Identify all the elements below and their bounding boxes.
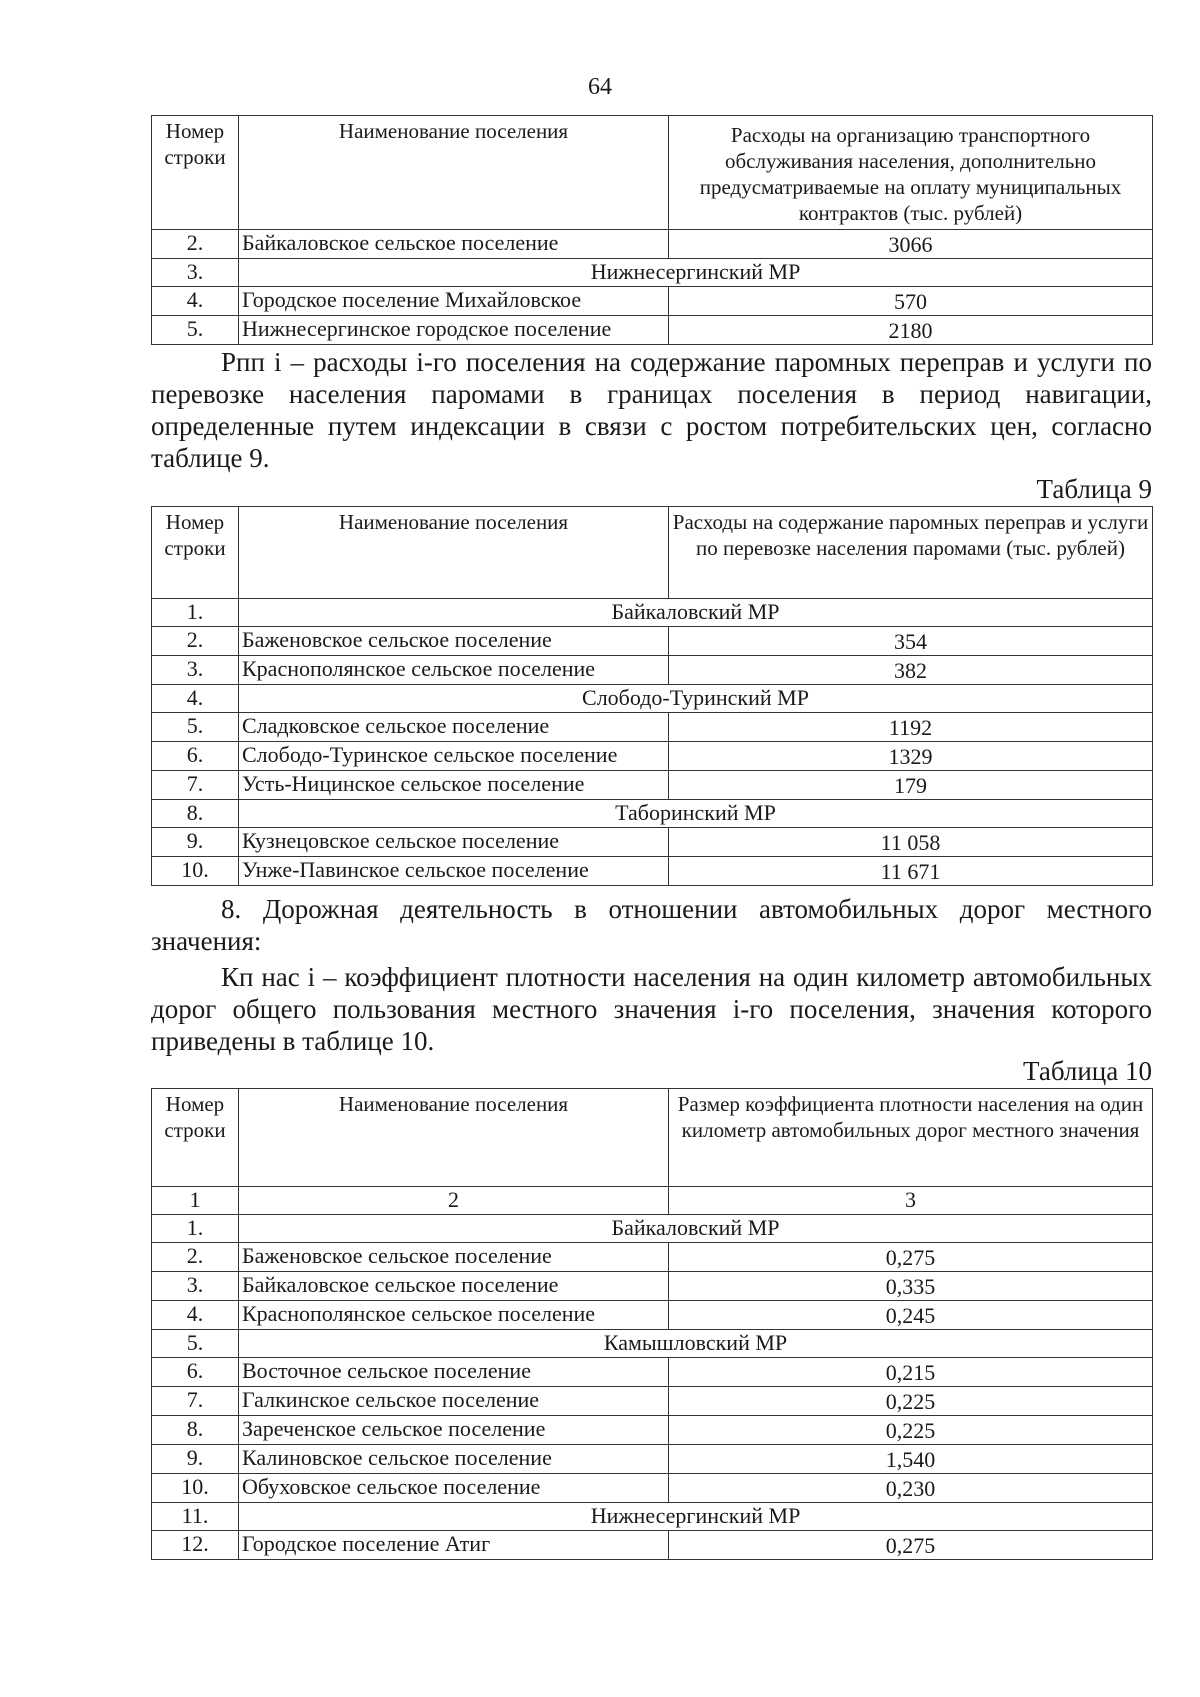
row-number: 10. bbox=[152, 857, 239, 886]
row-number: 3. bbox=[152, 1272, 239, 1301]
table-group-row bbox=[152, 1215, 1153, 1243]
expense-value: 382 bbox=[669, 656, 1153, 685]
expense-value: 179 bbox=[669, 771, 1153, 800]
settlement-name: Восточное сельское поселение bbox=[239, 1358, 669, 1387]
table-group-row bbox=[152, 685, 1153, 713]
table-group-row bbox=[152, 1503, 1153, 1531]
coefficient-value: 1,540 bbox=[669, 1445, 1153, 1474]
table-8 bbox=[151, 115, 1153, 345]
table-9 bbox=[151, 506, 1153, 886]
row-number: 9. bbox=[152, 828, 239, 857]
column-number: 3 bbox=[669, 1187, 1153, 1215]
table-row bbox=[152, 1272, 1153, 1301]
header-settlement-name: Наименование поселения bbox=[239, 116, 669, 230]
settlement-name: Слободо-Туринское сельское поселение bbox=[239, 742, 669, 771]
row-number: 1. bbox=[152, 1215, 239, 1243]
coefficient-value: 0,215 bbox=[669, 1358, 1153, 1387]
district-name: Нижнесергинский МР bbox=[239, 1503, 1153, 1531]
settlement-name: Кузнецовское сельское поселение bbox=[239, 828, 669, 857]
district-name: Байкаловский МР bbox=[239, 1215, 1153, 1243]
table-row bbox=[152, 742, 1153, 771]
section-8-heading: 8. Дорожная деятельность в отношении автомобильных дорог местного значения: bbox=[151, 894, 1152, 956]
coefficient-value: 0,275 bbox=[669, 1531, 1153, 1560]
settlement-name: Баженовское сельское поселение bbox=[239, 1243, 669, 1272]
table-9-caption: Таблица 9 bbox=[1036, 474, 1152, 504]
table-row bbox=[152, 1531, 1153, 1560]
coefficient-value: 0,275 bbox=[669, 1243, 1153, 1272]
settlement-name: Зареченское сельское поселение bbox=[239, 1416, 669, 1445]
table-row bbox=[152, 1416, 1153, 1445]
row-number: 4. bbox=[152, 685, 239, 713]
table-row bbox=[152, 1301, 1153, 1330]
settlement-name: Унже-Павинское сельское поселение bbox=[239, 857, 669, 886]
expense-value: 1192 bbox=[669, 713, 1153, 742]
table-row bbox=[152, 857, 1153, 886]
expense-value: 570 bbox=[669, 287, 1153, 316]
paragraph-density-coefficient: Кп нас i – коэффициент плотности населения на один километр автомобильных дорог общего пользования местного значения i-го поселения, значения которого приведены в таблице 10. bbox=[151, 962, 1152, 1056]
settlement-name: Краснополянское сельское поселение bbox=[239, 656, 669, 685]
header-ferry-expenses: Расходы на содержание паромных переправ и услуги по перевозке населения паромами (тыс. рублей) bbox=[669, 507, 1153, 599]
row-number: 7. bbox=[152, 771, 239, 800]
settlement-name: Краснополянское сельское поселение bbox=[239, 1301, 669, 1330]
district-name: Камышловский МР bbox=[239, 1330, 1153, 1358]
row-number: 11. bbox=[152, 1503, 239, 1531]
table-row bbox=[152, 1474, 1153, 1503]
row-number: 10. bbox=[152, 1474, 239, 1503]
header-row-number: Номер строки bbox=[152, 507, 239, 599]
table-group-row bbox=[152, 259, 1153, 287]
settlement-name: Баженовское сельское поселение bbox=[239, 627, 669, 656]
header-row-number: Номер строки bbox=[152, 1089, 239, 1187]
page-number: 64 bbox=[588, 74, 612, 100]
header-settlement-name: Наименование поселения bbox=[239, 507, 669, 599]
row-number: 6. bbox=[152, 742, 239, 771]
settlement-name: Нижнесергинское городское поселение bbox=[239, 316, 669, 345]
table-row bbox=[152, 1243, 1153, 1272]
column-number-row bbox=[152, 1187, 1153, 1215]
expense-value: 3066 bbox=[669, 230, 1153, 259]
table-row bbox=[152, 1358, 1153, 1387]
table-row bbox=[152, 316, 1153, 345]
table-group-row bbox=[152, 800, 1153, 828]
row-number: 12. bbox=[152, 1531, 239, 1560]
row-number: 2. bbox=[152, 1243, 239, 1272]
header-row-number: Номер строки bbox=[152, 116, 239, 230]
table-group-row bbox=[152, 1330, 1153, 1358]
settlement-name: Галкинское сельское поселение bbox=[239, 1387, 669, 1416]
header-expenses: Расходы на организацию транспортного обслуживания населения, дополнительно предусматриваемые на оплату муниципальных контрактов (тыс. рублей) bbox=[669, 116, 1153, 230]
table-row bbox=[152, 1445, 1153, 1474]
settlement-name: Калиновское сельское поселение bbox=[239, 1445, 669, 1474]
row-number: 6. bbox=[152, 1358, 239, 1387]
row-number: 9. bbox=[152, 1445, 239, 1474]
table-row bbox=[152, 771, 1153, 800]
row-number: 8. bbox=[152, 1416, 239, 1445]
row-number: 2. bbox=[152, 230, 239, 259]
table-row bbox=[152, 230, 1153, 259]
row-number: 5. bbox=[152, 1330, 239, 1358]
settlement-name: Байкаловское сельское поселение bbox=[239, 230, 669, 259]
table-row bbox=[152, 828, 1153, 857]
paragraph-ferry-expenses: Рпп i – расходы i-го поселения на содержание паромных переправ и услуги по перевозке населения паромами в границах поселения в период навигации, определенные путем индексации в связи с ростом потребительских цен, согласно таблице 9. bbox=[151, 347, 1152, 473]
row-number: 4. bbox=[152, 287, 239, 316]
expense-value: 11 058 bbox=[669, 828, 1153, 857]
settlement-name: Байкаловское сельское поселение bbox=[239, 1272, 669, 1301]
table-row bbox=[152, 1387, 1153, 1416]
settlement-name: Городское поселение Атиг bbox=[239, 1531, 669, 1560]
coefficient-value: 0,225 bbox=[669, 1387, 1153, 1416]
district-name: Таборинский МР bbox=[239, 800, 1153, 828]
table-group-row bbox=[152, 599, 1153, 627]
district-name: Байкаловский МР bbox=[239, 599, 1153, 627]
row-number: 2. bbox=[152, 627, 239, 656]
district-name: Слободо-Туринский МР bbox=[239, 685, 1153, 713]
row-number: 8. bbox=[152, 800, 239, 828]
coefficient-value: 0,335 bbox=[669, 1272, 1153, 1301]
expense-value: 1329 bbox=[669, 742, 1153, 771]
coefficient-value: 0,230 bbox=[669, 1474, 1153, 1503]
column-number: 1 bbox=[152, 1187, 239, 1215]
header-density-coefficient: Размер коэффициента плотности населения на один километр автомобильных дорог местного значения bbox=[669, 1089, 1153, 1187]
settlement-name: Городское поселение Михайловское bbox=[239, 287, 669, 316]
column-number: 2 bbox=[239, 1187, 669, 1215]
table-row bbox=[152, 627, 1153, 656]
header-settlement-name: Наименование поселения bbox=[239, 1089, 669, 1187]
table-10 bbox=[151, 1088, 1153, 1560]
row-number: 5. bbox=[152, 713, 239, 742]
row-number: 3. bbox=[152, 259, 239, 287]
coefficient-value: 0,225 bbox=[669, 1416, 1153, 1445]
expense-value: 354 bbox=[669, 627, 1153, 656]
table-header-row bbox=[152, 507, 1153, 599]
table-row bbox=[152, 713, 1153, 742]
table-header-row bbox=[152, 116, 1153, 230]
row-number: 3. bbox=[152, 656, 239, 685]
settlement-name: Сладковское сельское поселение bbox=[239, 713, 669, 742]
row-number: 7. bbox=[152, 1387, 239, 1416]
coefficient-value: 0,245 bbox=[669, 1301, 1153, 1330]
row-number: 1. bbox=[152, 599, 239, 627]
row-number: 5. bbox=[152, 316, 239, 345]
table-header-row bbox=[152, 1089, 1153, 1187]
settlement-name: Усть-Ницинское сельское поселение bbox=[239, 771, 669, 800]
settlement-name: Обуховское сельское поселение bbox=[239, 1474, 669, 1503]
table-10-caption: Таблица 10 bbox=[1023, 1056, 1152, 1086]
expense-value: 11 671 bbox=[669, 857, 1153, 886]
expense-value: 2180 bbox=[669, 316, 1153, 345]
district-name: Нижнесергинский МР bbox=[239, 259, 1153, 287]
table-row bbox=[152, 656, 1153, 685]
table-row bbox=[152, 287, 1153, 316]
row-number: 4. bbox=[152, 1301, 239, 1330]
